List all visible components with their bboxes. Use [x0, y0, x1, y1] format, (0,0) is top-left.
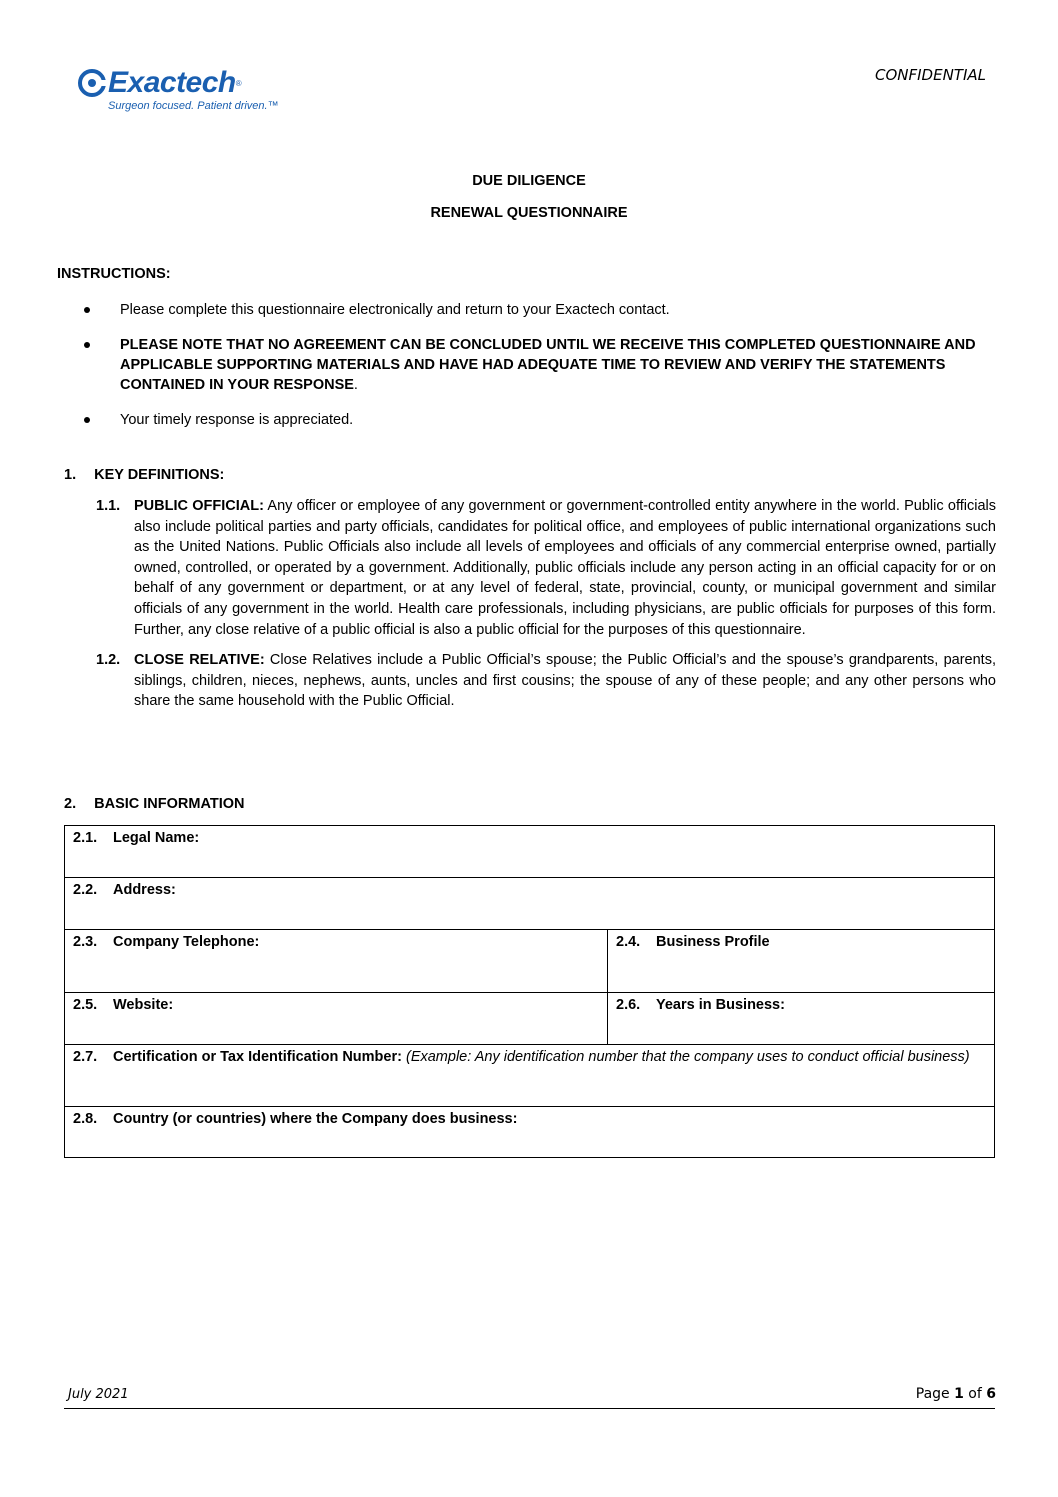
definition-term: PUBLIC OFFICIAL:: [134, 498, 264, 514]
footer-page-number: [916, 1386, 996, 1402]
bullet-icon: [84, 342, 90, 348]
definition-body: Any officer or employee of any government or government-controlled entity anywhere in the world. Public officials also include political parties and party officials, candidates for political office, and employees of public international organizations such as the United Nations. Public Officials also include all levels of employees and officials of any commercial enterprise owned, partially owned, controlled, or operated by a government. Additionally, public officials include any person acting in an official capacity for or on behalf of any government or department, or at any level of federal, state, provincial, county, or municipal government and similar officials of any government in the world. Health care professionals, including physicians, are public officials for purposes of this form. Further, any close relative of a public official is also a public official for the purposes of this questionnaire.: [134, 498, 996, 638]
section-title: BASIC INFORMATION: [94, 796, 245, 812]
instructions-list: [84, 300, 996, 445]
definition-text: [134, 650, 996, 712]
field-number: 2.3.: [73, 934, 98, 950]
section-number: 1.: [64, 467, 77, 483]
field-label: Years in Business:: [656, 997, 785, 1013]
section-title: KEY DEFINITIONS:: [94, 467, 225, 483]
instructions-heading: INSTRUCTIONS:: [57, 266, 171, 282]
list-item: [84, 335, 996, 395]
exactech-logo-icon: [78, 69, 106, 97]
list-item: [84, 300, 996, 320]
tax-id-field[interactable]: [65, 1045, 995, 1107]
years-in-business-field[interactable]: [608, 993, 995, 1045]
field-label: Certification or Tax Identification Number:: [113, 1049, 402, 1065]
document-subtitle: RENEWAL QUESTIONNAIRE: [430, 205, 628, 221]
basic-information-table: [64, 825, 995, 1158]
section1-heading: [64, 467, 224, 483]
logo-tagline: Surgeon focused. Patient driven.™: [108, 100, 279, 112]
bullet-icon: [84, 417, 90, 423]
page-total: 6: [986, 1386, 996, 1402]
table-row: [65, 993, 995, 1045]
field-number: 2.5.: [73, 997, 98, 1013]
website-field[interactable]: [65, 993, 608, 1045]
field-number: 2.8.: [73, 1111, 98, 1127]
field-label: Address:: [113, 882, 176, 898]
business-profile-field[interactable]: [608, 930, 995, 993]
page-current: 1: [954, 1386, 964, 1402]
section-number: 2.: [64, 796, 77, 812]
definition-item: [96, 496, 996, 640]
definition-term: CLOSE RELATIVE:: [134, 652, 265, 669]
footer-date: July 2021: [68, 1387, 129, 1402]
logo-registered-mark: ®: [235, 78, 242, 88]
instruction-text: Your timely response is appreciated.: [120, 412, 354, 428]
definitions-list: [96, 496, 996, 722]
section2-heading: [64, 796, 245, 812]
field-label: Legal Name:: [113, 830, 200, 846]
company-telephone-field[interactable]: [65, 930, 608, 993]
table-row: [65, 826, 995, 878]
field-number: 2.2.: [73, 882, 98, 898]
legal-name-field[interactable]: [65, 826, 995, 878]
page-prefix: Page: [915, 1386, 955, 1402]
address-field[interactable]: [65, 878, 995, 930]
table-row: [65, 1107, 995, 1158]
field-number: 2.4.: [616, 934, 641, 950]
definition-number: 1.2.: [96, 652, 121, 669]
table-row: [65, 1045, 995, 1107]
definition-text: [134, 496, 996, 640]
field-example: (Example: Any identification number that the company uses to conduct official business): [405, 1049, 970, 1065]
company-logo: [78, 68, 318, 120]
list-item: [84, 410, 996, 430]
instruction-notice-text: PLEASE NOTE THAT NO AGREEMENT CAN BE CONCLUDED UNTIL WE RECEIVE THIS COMPLETED QUESTIONNAIRE AND APPLICABLE SUPPORTING MATERIALS AND HAVE HAD ADEQUATE TIME TO REVIEW AND VERIFY THE STATEMENTS CONTAINED IN YOUR RESPONSE: [120, 337, 976, 393]
table-row: [65, 878, 995, 930]
definition-number: 1.1.: [96, 498, 121, 514]
table-row: [65, 930, 995, 993]
field-number: 2.6.: [616, 997, 641, 1013]
document-title: DUE DILIGENCE: [472, 173, 586, 189]
logo-wordmark: Exactech: [108, 66, 236, 99]
field-number: 2.1.: [73, 830, 98, 846]
instruction-text: Please complete this questionnaire electronically and return to your Exactech contact.: [120, 302, 670, 318]
definition-body: Close Relatives include a Public Official’s spouse; the Public Official’s and the spouse’s grandparents, parents, siblings, children, nieces, nephews, aunts, uncles and first cousins; the spouse of any of these people; and any other persons who share the same household with the Public Official.: [134, 652, 996, 710]
page-of: of: [963, 1386, 987, 1402]
field-label: Company Telephone:: [113, 934, 260, 950]
field-label: Website:: [113, 997, 174, 1013]
instruction-notice-period: .: [353, 377, 358, 393]
field-number: 2.7.: [73, 1049, 98, 1065]
field-label: Country (or countries) where the Company does business:: [113, 1111, 518, 1127]
confidential-label: CONFIDENTIAL: [874, 66, 986, 84]
field-label: Business Profile: [656, 934, 770, 950]
countries-field[interactable]: [65, 1107, 995, 1158]
bullet-icon: [84, 307, 90, 313]
footer-divider: [64, 1408, 995, 1409]
definition-item: [96, 650, 996, 712]
